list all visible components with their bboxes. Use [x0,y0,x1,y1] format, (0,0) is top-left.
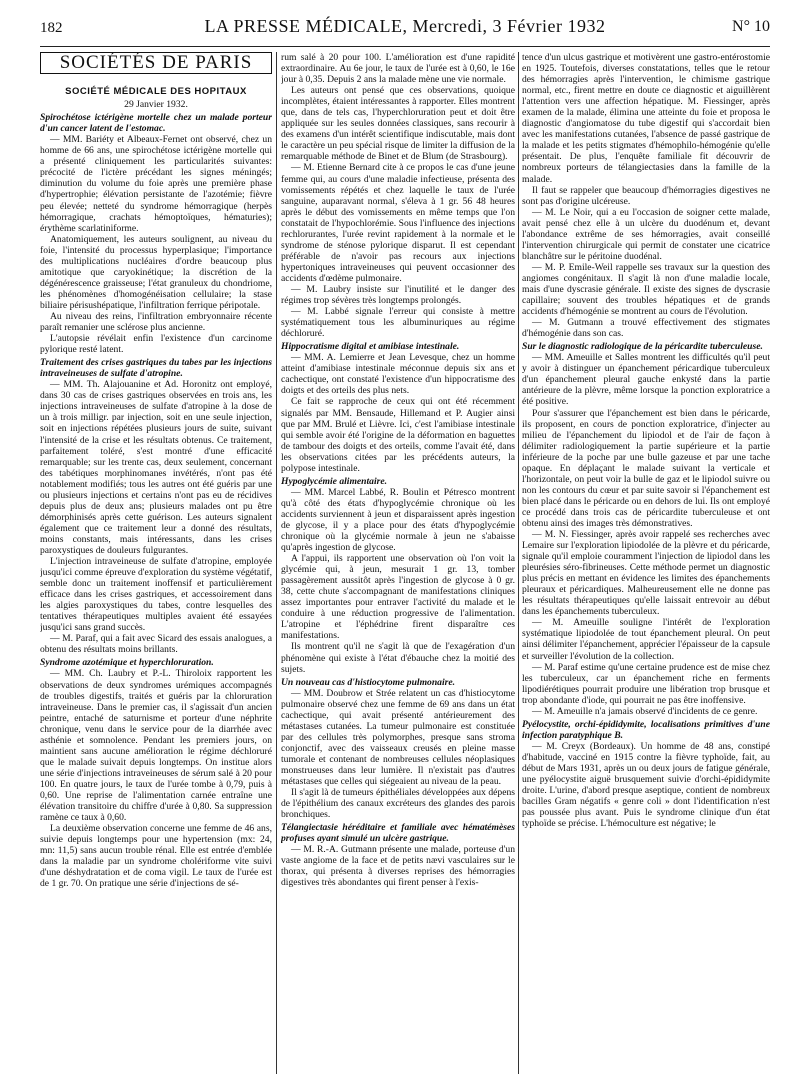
paragraph: Les auteurs ont pensé que ces observations, quoique incomplètes, étaient intéressantes à rapporter. Elles montrent que, dans de tels cas, l'hyperchloruration peut et doit être appliquée sur les seules données classiques, sans recourir à des examens d'un intérêt scientifique indiscutable, mais dont le caractère un peu spécial risque de limiter la diffusion de la remarquable méthode de Binet et de Blum (de Strasbourg). [281,85,515,163]
paragraph: — M. R.-A. Gutmann présente une malade, porteuse d'un vaste angiome de la face et de petits nævi vasculaires sur le thorax, qui présenta à diverses reprises des hémorragies digestives très abondantes qui firent penser à l'exis- [281,844,515,889]
header-rule [40,46,770,47]
paragraph: — M. Creyx (Bordeaux). Un homme de 48 ans, constipé d'habitude, vacciné en 1915 contre la fièvre typhoïde, fait, au début de Mars 1931, après un ou deux jours de fatigue générale, une pyélocystite aiguë brusquement suivie d'orchi-épididymite droite. L'urine, d'abord presque aseptique, contient de nombreux bacilles Gram négatifs « genre coli » dont l'identification n'est pas poussée plus avant. Puis le syndrome clinique d'un état typhoïde se précise. L'hémoculture est négative; le [522,740,770,830]
article-heading: Sur le diagnostic radiologique de la péricardite tuberculeuse. [522,341,763,353]
article-heading: Spirochétose ictérigène mortelle chez un malade porteur d'un cancer latent de l'estomac. [40,112,272,135]
paragraph: — MM. Ameuille et Salles montrent les difficultés qu'il peut y avoir à distinguer un épanchement péricardique tuberculeux d'un épanchement pleural gauche enkysté dans la partie antérieure de la plèvre, même lorsque la ponction exploratrice a été positive. [522,352,770,408]
column-2 [281,52,515,1072]
paragraph: — M. Paraf estime qu'une certaine prudence est de mise chez les tuberculeux, car un épanchement riche en ferments lipodiérétiques pourrait produire une libération trop brusque et trop abondante d'iode, qui pourrait ne pas être inoffensive. [522,661,770,706]
column-body [522,52,770,829]
journal-title: LA PRESSE MÉDICALE, Mercredi, 3 Février 1932 [204,16,606,36]
paragraph: La deuxième observation concerne une femme de 46 ans, suivie depuis longtemps pour une hypertension (mx: 24, mn: 11,5) sans aucun trouble rénal. Elle est entrée d'emblée dans la maladie par un syndrome cholériforme vite suivi d'une déshydratation et de coma vigil. Le taux de l'urée est de 1 gr. 70. On pratique une série d'injections de sé- [40,823,272,890]
paragraph: Il s'agit là de tumeurs épithéliales développées aux dépens de l'épithélium des canaux excréteurs des glandes des parois bronchiques. [281,787,515,821]
paragraph: — M. Ameuille n'a jamais observé d'incidents de ce genre. [532,705,758,717]
column-3 [522,52,770,1072]
section-title: SOCIÉTÉS DE PARIS [40,52,272,74]
paragraph: — M. Labbé signale l'erreur qui consiste à mettre systématiquement tous les albuminuriques au régime déchloruré. [281,306,515,340]
paragraph: — M. Gutmann a trouvé effectivement des stigmates d'hémogénie dans son cas. [522,317,770,340]
paragraph: — MM. Th. Alajouanine et Ad. Horonitz ont employé, dans 30 cas de crises gastriques observées en trois ans, les injections intraveineuses de sulfate d'atropine à la dose de un à trois milligr. par injection, soit en une seule injection, soit en injections répétées plusieurs jours de suite, suivant l'intensité de la crise et les résultats obtenus. Ce traitement, parfaitement toléré, s'est montré d'une efficacité remarquable; sur les trente cas, deux seulement, concernant des tabétiques morphinomanes invétérés, n'ont pas été notablement modifiés; tous les autres ont été guéris par une ou plusieurs injections et certains n'ont pas eu de récidives depuis plus de deux ans; plusieurs malades ont pu être démorphinisés après cette guérison. Les auteurs signalent également que ce traitement leur a donné des résultats, moins constants, mais intéressants, dans les crises paroxystiques de douleurs fulgurantes. [40,379,272,556]
article-heading: Hypoglycémie alimentaire. [281,475,388,487]
paragraph: Ce fait se rapproche de ceux qui ont été récemment signalés par MM. Bensaude, Hillemand et P. Augier ainsi que par MM. Brulé et Lièvre. Ici, c'est l'amibiase intestinale qui semble avoir été l'origine de la déformation en baguettes de tambour des doigts et des orteils, comme l'avait été, dans les observations citées par les précédents auteurs, la polypose intestinale. [281,396,515,474]
meeting-date: 29 Janvier 1932. [124,99,188,111]
paragraph: Il faut se rappeler que beaucoup d'hémorragies digestives ne sont pas d'origine ulcéreuse. [522,184,770,207]
paragraph: — MM. A. Lemierre et Jean Levesque, chez un homme atteint d'amibiase intestinale méconnue depuis six ans et cachectique, ont constaté l'existence d'un hippocratisme des doigts et des orteils des plus nets. [281,352,515,397]
column-1 [40,52,272,1072]
paragraph: tence d'un ulcus gastrique et motivèrent une gastro-entérostomie en 1925. Toutefois, diverses constatations, telles que le retour des hémorragies après l'intervention, le chimisme gastrique normal, etc., firent mettre en doute ce diagnostic et aiguillèrent l'attention vers une affection hépatique. M. Fiessinger, après examen de la malade, élimina une atteinte du foie et proposa le diagnostic d'angiomatose du tube digestif qui s'accordait bien avec les manifestations cutanées, l'absence de passé gastrique de la malade et les petits stigmates d'hémophilo-hémogénie qu'elle présentait. De plus, l'enquête familiale fit découvrir de nombreux porteurs de télangiectasies dans la famille de la malade. [522,52,770,185]
paragraph: rum salé à 20 pour 100. L'amélioration est d'une rapidité extraordinaire. Au 6e jour, le taux de l'urée est à 0,60, le 16e jour à 0,35. Depuis 2 ans la malade mène une vie normale. [281,52,515,86]
issue-number: N° 10 [732,18,770,35]
column-divider [276,52,277,1074]
column-body [40,112,272,889]
paragraph: — MM. Bariéty et Albeaux-Fernet ont observé, chez un homme de 66 ans, une spirochétose ictérigène mortelle qui a présenté cliniquement les particularités suivantes: précocité de l'ictère précédant les signes méningés; diminution du volume du foie après une première phase d'hypertrophie; élévation persistante de l'azotémie; fièvre peu élevée; netteté du syndrome hémorragique (herpès hémorragique, crachats hémoptoïques, hématuries); érythème scarlatiniforme. [40,134,272,234]
page-header [40,14,770,44]
page-number: 182 [40,20,63,36]
paragraph: Au niveau des reins, l'infiltration embryonnaire récente paraît remanier une sclérose plus ancienne. [40,310,272,334]
paragraph: — M. N. Fiessinger, après avoir rappelé ses recherches avec Lemaire sur l'exploration lipiodolée de la plèvre et du péricarde, signale qu'il emploie couramment l'injection de lipiodol dans les pleurésies séro-fibrineuses. Cette méthode permet un diagnostic plus précis en mettant en évidence les limites des épanchements pleuraux et péricardiques. Malheureusement elle ne donne pas les résultats thérapeutiques qu'elle laissait entrevoir au début dans les épanchements tuberculeux. [522,529,770,618]
article-heading: Pyélocystite, orchi-épididymite, localisations primitives d'une infection paratyphique B. [522,718,770,741]
paragraph: — M. Ameuille souligne l'intérêt de l'exploration systématique lipiodolée de tout épanchement pleural. On peut ainsi délimiter l'épanchement, apprécier l'épaisseur de la capsule et surveiller l'évolution de la collection. [522,617,770,662]
paragraph: — MM. Ch. Laubry et P.-L. Thiroloix rapportent les observations de deux syndromes urémiques accompagnés de troubles digestifs, traités et guéris par la chloruration intraveineuse. Dans le premier cas, il s'agissait d'un ancien peintre, entaché de saturnisme et porteur d'une néphrite chronique, venu dans le service pour de la diarrhée avec asthénie et somnolence. Pendant les premiers jours, on maintient sans aucune amélioration le régime déchloruré que le malade suivait depuis longtemps. On institue alors une série d'injections intraveineuses de sérum salé à 20 pour 100. En quatre jours, le taux de l'urée tombe à 0,79, puis à 0,60. Une reprise de l'alimentation carnée entraîne une élévation transitoire du chiffre d'urée à 0,80. Sa suppression ramène ce taux à 0,60. [40,668,272,824]
paragraph: Ils montrent qu'il ne s'agit là que de l'exagération d'un phénomène qui existe à l'état d'ébauche chez la moitié des sujets. [281,641,515,675]
paragraph: L'injection intraveineuse de sulfate d'atropine, employée jusqu'ici comme épreuve d'exploration du système végétatif, semble donc un traitement inoffensif et particulièrement efficace dans les crises gastriques, et accessoirement dans les algies paroxystiques du tabes, contre lesquelles des tentatives thérapeutiques multiples avaient été essayées jusqu'ici sans grand succès. [40,556,272,634]
paragraph: — MM. Marcel Labbé, R. Boulin et Pétresco montrent qu'à côté des états d'hypoglycémie chronique où les accidents surviennent à jeun et disparaissent après ingestion de glycose, il y a place pour des états d'hypoglycémie chronique où la glycémie normale à jeun ne s'abaisse qu'après ingestion de glycose. [281,486,515,554]
paragraph: A l'appui, ils rapportent une observation où l'on voit la glycémie qui, à jeun, mesurait 1 gr. 13, tomber passagèrement aussitôt après l'ingestion de glycose à 0 gr. 38, cette chute s'accompagnant de manifestations cliniques assez importantes pour entraver l'activité du malade et le conduire à une réduction progressive de l'alimentation. L'atropine et l'éphédrine firent disparaître ces manifestations. [281,553,515,642]
article-heading: Traitement des crises gastriques du tabes par les injections intraveineuses de sulfate d'atropine. [40,357,272,380]
article-heading: Télangiectasie héréditaire et familiale avec hématémèses profuses ayant simulé un ulcère gastrique. [281,822,515,845]
paragraph: Anatomiquement, les auteurs soulignent, au niveau du foie, l'intensité du processus hyperplasique; l'importance des multiplications nucléaires d'ordre beaucoup plus amitotique que caryokinétique; la discrétion de la dégénérescence graisseuse; l'état granuleux du chondriome, les phénomènes d'homogénéisation cellulaire; la stase biliaire périsushépatique, l'infiltration ferrique péripotale. [40,233,272,311]
society-heading: SOCIÉTÉ MÉDICALE DES HOPITAUX [65,86,247,98]
paragraph: — M. Etienne Bernard cite à ce propos le cas d'une jeune femme qui, au cours d'une maladie infectieuse, présenta des vomissements répétés et chez laquelle le taux de l'urée sanguine, auparavant normal, s'éleva à 1 gr. 56 48 heures après le début des vomissements en même temps que l'on constatait de l'hypochlorémie. Sous l'influence des injections rechlorurantes, l'urée revint rapidement à la normale et le syndrome de sténose pylorique disparut. Il est cependant préférable de n'avoir pas recours aux injections hypertoniques intraveineuses qui peuvent occasionner des accidents d'œdème pulmonaire. [281,162,515,284]
paragraph: — M. Laubry insiste sur l'inutilité et le danger des régimes trop sévères très longtemps prolongés. [281,283,515,307]
column-divider [518,52,519,1074]
paragraph: L'autopsie révélait enfin l'existence d'un carcinome pylorique resté latent. [40,333,272,356]
paragraph: — M. Paraf, qui a fait avec Sicard des essais analogues, a obtenu des résultats moins brillants. [40,633,272,656]
paragraph: — M. Le Noir, qui a eu l'occasion de soigner cette malade, avait pensé chez elle à un ulcère du duodénum et, devant l'abondance extrême de ses hémorragies, avait conseillé l'intervention chirurgicale qui permit de constater une cicatrice blanchâtre sur le péritoine duodénal. [522,206,770,262]
article-heading: Syndrome azotémique et hyperchloruration. [40,657,214,669]
column-body [281,52,515,889]
paragraph: — M. P. Emile-Weil rappelle ses travaux sur la question des angiomes congénitaux. Il s'agit là non d'une maladie locale, mais d'une dyscrasie générale. Il existe des signes de dyscrasie capillaire; souvent des troubles hépatiques et de grands accidents d'hémogénie se montrent au cours de l'évolution. [522,261,770,318]
article-heading: Hippocratisme digital et amibiase intestinale. [281,341,460,353]
paragraph: Pour s'assurer que l'épanchement est bien dans le péricarde, ils proposent, en cours de ponction exploratrice, d'injecter au milieu de l'épanchement du lipiodol et de l'air de façon à délimiter radiologiquement la partie supérieure et la partie inférieure de la poche par une bulle gazeuse et par une tache opaque. En déplaçant le malade suivant la verticale et l'horizontale, on peut voir la bulle de gaz et le lipiodol suivre ou non les contours du cœur et par suite savoir si l'épanchement est bien placé dans le péricarde ou en dehors de lui. Ils ont employé ce procédé dans trois cas de péricardite tuberculeuse et ont obtenu ainsi des images très démonstratives. [522,407,770,529]
paragraph: — MM. Doubrow et Strée relatent un cas d'histiocytome pulmonaire observé chez une femme de 69 ans dans un état cachectique, qui avait présenté antérieurement des métastases cutanées. La tumeur pulmonaire est constituée par des cellules très polymorphes, presque sans stroma conjonctif, avec des vaisseaux creusés en pleine masse tumorale et contenant de nombreuses cellules néoplasiques monstrueuses dans leur lumière. Il n'existait pas d'autres métastases que celles qui siégeaient au niveau de la peau. [281,687,515,788]
article-heading: Un nouveau cas d'histiocytome pulmonaire. [281,676,456,688]
